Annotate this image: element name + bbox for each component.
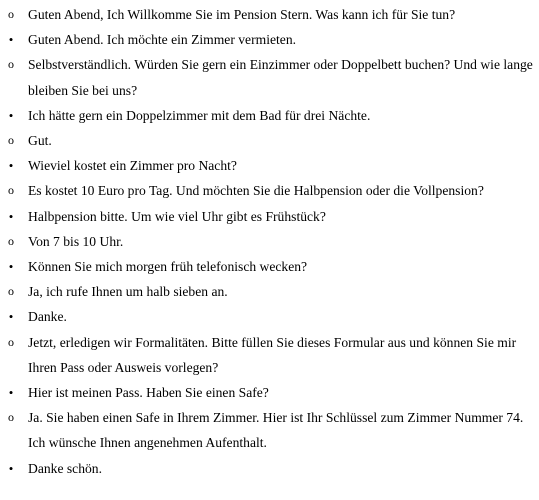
dialogue-text: Halbpension bitte. Um wie viel Uhr gibt es Frühstück? (28, 208, 326, 224)
hollow-bullet-icon: o (8, 284, 14, 299)
dialogue-text: Selbstverständlich. Würden Sie gern ein Einzimmer oder Doppelbett buchen? Und wie lange bleiben Sie bei uns? (28, 57, 533, 98)
dialogue-line-1 (0, 2, 539, 27)
dialogue-text: Wieviel kostet ein Zimmer pro Nacht? (28, 158, 237, 174)
dialogue-text: Jetzt, erledigen wir Formalitäten. Bitte füllen Sie dieses Formular aus und können Sie mir Ihren Pass oder Ausweis vorlegen? (28, 334, 517, 375)
dialogue-line-14 (0, 380, 539, 405)
filled-bullet-icon: • (8, 158, 14, 174)
dialogue-text: Hier ist meinen Pass. Haben Sie einen Safe? (28, 385, 269, 401)
dialogue-line-6 (0, 153, 539, 178)
dialogue-list (0, 2, 539, 481)
dialogue-text: Guten Abend, Ich Willkomme Sie im Pension Stern. Was kann ich für Sie tun? (28, 7, 456, 22)
hollow-bullet-icon: o (8, 334, 14, 349)
hollow-bullet-icon: o (8, 183, 14, 198)
dialogue-line-15 (0, 405, 539, 455)
dialogue-text: Ja. Sie haben einen Safe in Ihrem Zimmer. Hier ist Ihr Schlüssel zum Zimmer Nummer 74. Ich wünsche Ihnen angenehmen Aufenthalt. (28, 410, 524, 451)
filled-bullet-icon: • (8, 32, 14, 48)
dialogue-line-4 (0, 103, 539, 128)
dialogue-line-5 (0, 128, 539, 153)
hollow-bullet-icon: o (8, 57, 14, 72)
dialogue-text: Danke schön. (28, 460, 102, 476)
dialogue-line-10 (0, 254, 539, 279)
filled-bullet-icon: • (8, 460, 14, 476)
dialogue-line-11 (0, 279, 539, 304)
dialogue-text: Von 7 bis 10 Uhr. (28, 233, 124, 249)
dialogue-text: Danke. (28, 309, 67, 325)
filled-bullet-icon: • (8, 385, 14, 401)
dialogue-text: Können Sie mich morgen früh telefonisch wecken? (28, 259, 308, 275)
hollow-bullet-icon: o (8, 233, 14, 248)
dialogue-line-8 (0, 204, 539, 229)
dialogue-line-12 (0, 304, 539, 329)
hollow-bullet-icon: o (8, 7, 14, 21)
filled-bullet-icon: • (8, 309, 14, 325)
dialogue-text: Gut. (28, 133, 52, 149)
filled-bullet-icon: • (8, 107, 14, 123)
filled-bullet-icon: • (8, 208, 14, 224)
dialogue-text: Guten Abend. Ich möchte ein Zimmer vermieten. (28, 32, 297, 48)
dialogue-text: Ja, ich rufe Ihnen um halb sieben an. (28, 284, 228, 300)
dialogue-line-3 (0, 52, 539, 102)
dialogue-text: Ich hätte gern ein Doppelzimmer mit dem Bad für drei Nächte. (28, 107, 371, 123)
dialogue-text: Es kostet 10 Euro pro Tag. Und möchten Sie die Halbpension oder die Vollpension? (28, 183, 484, 199)
filled-bullet-icon: • (8, 259, 14, 275)
dialogue-line-13 (0, 330, 539, 380)
dialogue-line-7 (0, 178, 539, 203)
dialogue-line-16 (0, 456, 539, 481)
dialogue-line-2 (0, 27, 539, 52)
hollow-bullet-icon: o (8, 133, 14, 148)
dialogue-line-9 (0, 229, 539, 254)
hollow-bullet-icon: o (8, 410, 14, 425)
